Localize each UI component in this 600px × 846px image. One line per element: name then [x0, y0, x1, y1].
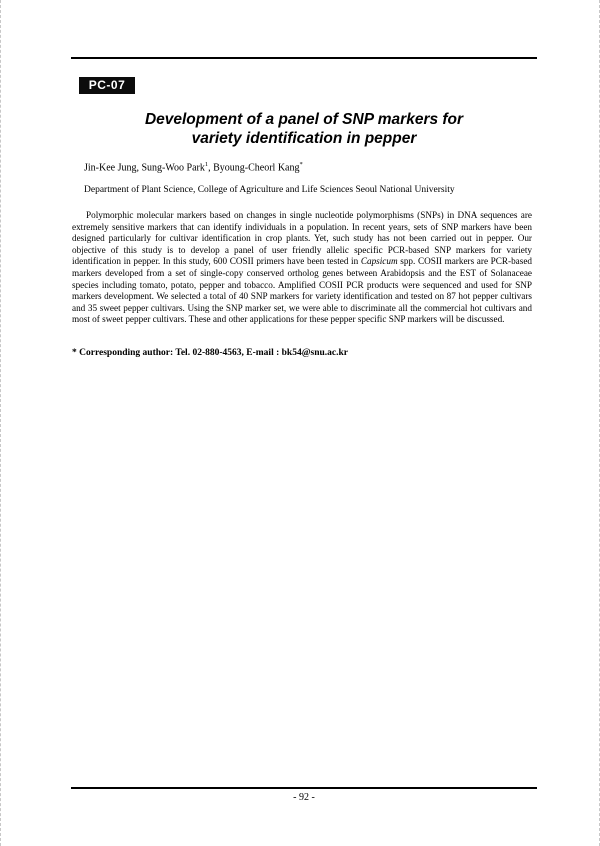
top-rule — [71, 57, 537, 59]
author-3: Byoung-Cheorl Kang — [213, 162, 300, 174]
title-line-1: Development of a panel of SNP markers for — [144, 111, 464, 128]
author-list — [84, 159, 303, 174]
corresponding-author-note: * Corresponding author: Tel. 02-880-4563, E-mail : bk54@snu.ac.kr — [72, 348, 349, 358]
title-line-2: variety identification in pepper — [191, 130, 417, 147]
author-separator: , — [208, 162, 214, 174]
affiliation: Department of Plant Science, College of Agriculture and Life Sciences Seoul National University — [84, 185, 455, 195]
author-1: Jin-Kee Jung, — [84, 162, 142, 174]
author-2-affiliation-mark: 1 — [204, 161, 209, 168]
paper-title — [71, 110, 537, 148]
page-number: - 92 - — [293, 792, 315, 803]
abstract-code-badge: PC-07 — [79, 77, 135, 94]
corresponding-author-mark: * — [299, 161, 303, 168]
abstract-text-part-1: Polymorphic molecular markers based on changes in single nucleotide polymorphisms (SNPs) in DNA sequences are extremely sensitive markers that can identify individuals in a population. In recent years, sets of SNP markers have been designed particularly for cultivar identification in crop plants. Yet, such study has not been carried out in pepper. Our objective of this study is to develop a panel of user friendly allelic specific PCR-based SNP markers for variety identification in pepper. In this study, 600 COSII primers have been tested in — [72, 210, 532, 267]
abstract-body — [72, 210, 532, 326]
abstract-text-part-2: spp. COSII markers are PCR-based markers developed from a set of single-copy conserved ortholog genes between Arabidopsis and the EST of Solanaceae species including tomato, potato, pepper and tobacco. Amplified COSII PCR products were sequenced and used for SNP markers development. We selected a total of 40 SNP markers for variety identification and tested on 87 hot pepper cultivars and 35 sweet pepper cultivars. Using the SNP marker set, we were able to discriminate all the commercial hot cultivars and most of sweet pepper cultivars. These and other applications for these pepper specific SNP markers will be discussed. — [72, 256, 533, 325]
abstract-species-name: Capsicum — [360, 256, 398, 267]
bottom-rule — [71, 787, 537, 789]
author-2: Sung-Woo Park — [141, 162, 205, 174]
